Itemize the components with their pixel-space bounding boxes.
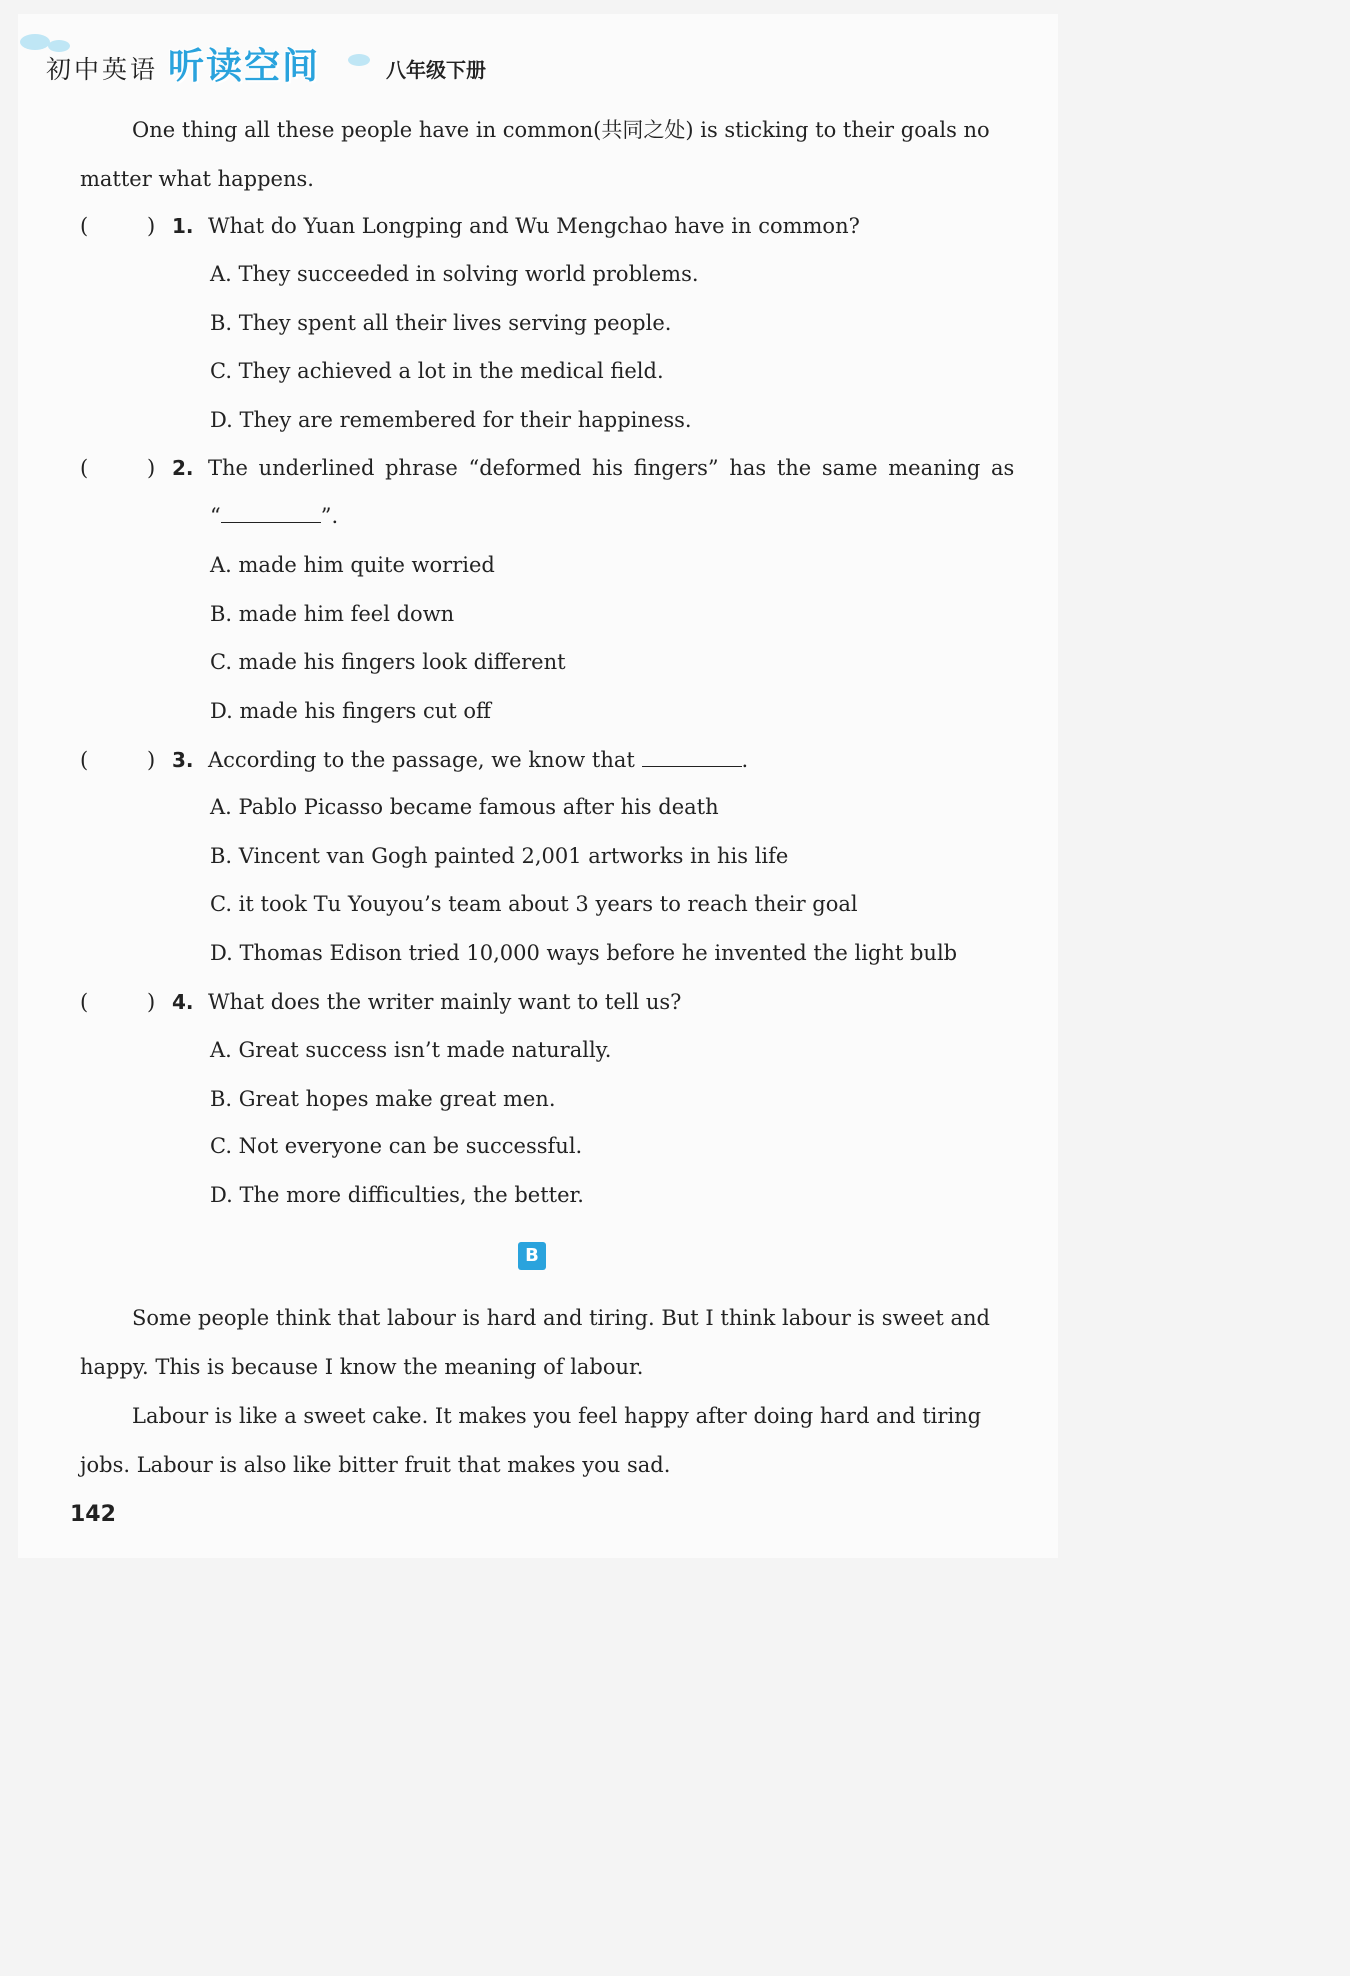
question-number: 2. bbox=[172, 456, 194, 480]
option-c: C. Not everyone can be successful. bbox=[210, 1134, 583, 1158]
question-4 bbox=[80, 990, 1000, 1020]
page bbox=[18, 14, 1058, 1558]
intro-paragraph: One thing all these people have in common(共同之处) is sticking to their goals no matter what happens. bbox=[80, 118, 990, 191]
answer-paren-open: ( bbox=[80, 214, 89, 238]
answer-blank bbox=[642, 748, 742, 767]
grade-label: 八年级下册 bbox=[386, 58, 486, 82]
section-b-paragraph-1: Some people think that labour is hard and tiring. But I think labour is sweet and happy. This is because I know the meaning of labour. bbox=[80, 1306, 990, 1379]
question-number: 3. bbox=[172, 748, 194, 772]
answer-blank bbox=[221, 504, 321, 523]
answer-paren-close: ) bbox=[147, 990, 156, 1014]
answer-paren-open: ( bbox=[80, 456, 89, 480]
section-b-badge: B bbox=[518, 1242, 546, 1270]
option-a: A. Pablo Picasso became famous after his death bbox=[210, 795, 719, 819]
question-stem: According to the passage, we know that bbox=[208, 748, 635, 772]
brand-logo: 听读空间 bbox=[168, 46, 321, 87]
option-a: A. made him quite worried bbox=[210, 553, 495, 577]
answer-paren-close: ) bbox=[147, 214, 156, 238]
option-d: D. made his fingers cut off bbox=[210, 699, 491, 723]
question-stem: What does the writer mainly want to tell us? bbox=[208, 990, 682, 1014]
quote-open: “ bbox=[210, 504, 221, 528]
option-c: C. They achieved a lot in the medical field. bbox=[210, 359, 664, 383]
option-d: D. Thomas Edison tried 10,000 ways before he invented the light bulb bbox=[210, 941, 958, 965]
answer-paren-open: ( bbox=[80, 748, 89, 772]
option-b: B. Great hopes make great men. bbox=[210, 1087, 556, 1111]
section-b-paragraph-2: Labour is like a sweet cake. It makes you feel happy after doing hard and tiring jobs. Labour is also like bitter fruit that makes you sad. bbox=[80, 1404, 982, 1477]
question-1 bbox=[80, 214, 1000, 244]
answer-paren-close: ) bbox=[147, 748, 156, 772]
question-stem: The underlined phrase “deformed his fingers” has the same meaning as bbox=[208, 456, 1015, 480]
question-number: 4. bbox=[172, 990, 194, 1014]
question-number: 1. bbox=[172, 214, 194, 238]
question-2 bbox=[80, 456, 1015, 486]
question-2-blank-line bbox=[210, 504, 338, 528]
decor-bubble bbox=[20, 34, 50, 50]
option-a: A. They succeeded in solving world problems. bbox=[210, 262, 699, 286]
stem-period: . bbox=[741, 748, 749, 772]
option-c: C. it took Tu Youyou’s team about 3 years to reach their goal bbox=[210, 892, 858, 916]
question-3 bbox=[80, 748, 1000, 778]
option-b: B. Vincent van Gogh painted 2,001 artworks in his life bbox=[210, 844, 789, 868]
series-title: 初中英语 bbox=[46, 55, 159, 84]
page-number: 142 bbox=[70, 1502, 116, 1527]
option-d: D. The more difficulties, the better. bbox=[210, 1183, 584, 1207]
option-c: C. made his fingers look different bbox=[210, 650, 566, 674]
option-d: D. They are remembered for their happiness. bbox=[210, 408, 692, 432]
option-b: B. made him feel down bbox=[210, 602, 455, 626]
answer-paren-close: ) bbox=[147, 456, 156, 480]
question-stem-line bbox=[208, 748, 748, 772]
option-a: A. Great success isn’t made naturally. bbox=[210, 1038, 612, 1062]
quote-close: ”. bbox=[320, 504, 339, 528]
question-stem: What do Yuan Longping and Wu Mengchao have in common? bbox=[208, 214, 860, 238]
answer-paren-open: ( bbox=[80, 990, 89, 1014]
option-b: B. They spent all their lives serving people. bbox=[210, 311, 672, 335]
decor-bubble bbox=[348, 54, 370, 66]
page-header bbox=[18, 14, 1058, 104]
